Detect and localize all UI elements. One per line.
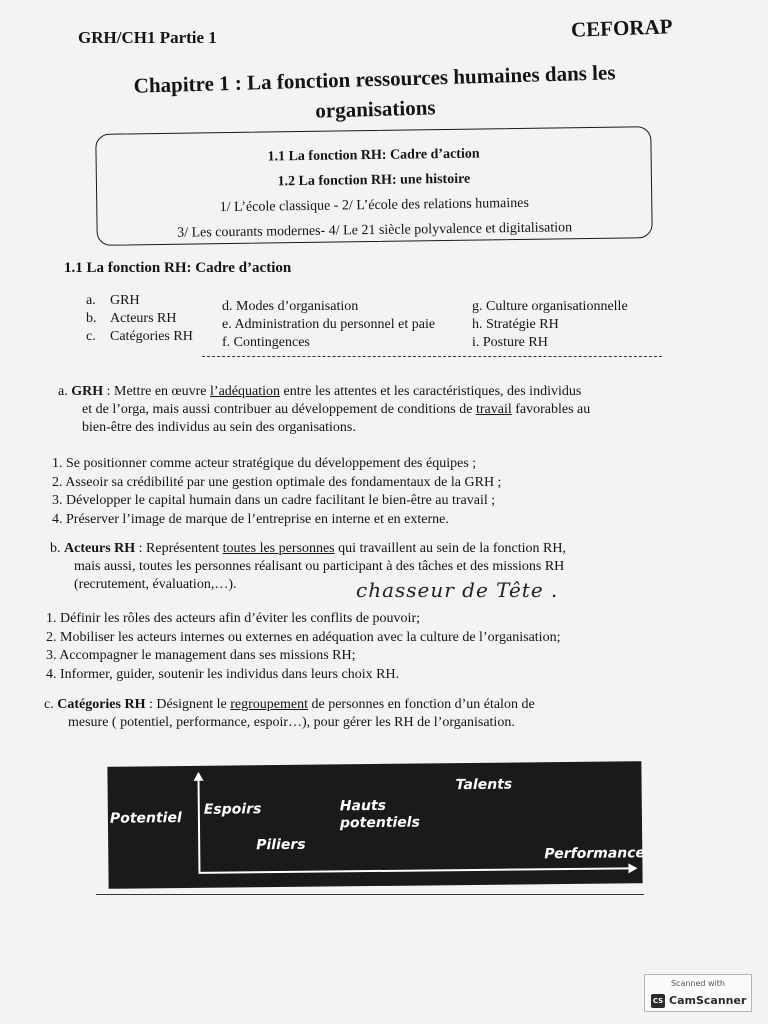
camscanner-watermark [644,974,752,1012]
category-label-espoirs: Espoirs [203,801,262,818]
acteurs-term: Acteurs RH [64,541,136,556]
categories-line-2: mesure ( potentiel, performance, espoir…), pour gérer les RH de l’organisation. [68,715,515,730]
topic-item: f. Contingences [222,335,310,350]
categories-term: Catégories RH [57,697,146,712]
topic-item: i. Posture RH [472,335,548,350]
camscanner-logo-icon: CS [651,994,665,1008]
topic-marker: a. [86,293,96,308]
category-label-talents: Talents [455,776,513,794]
topic-label: Acteurs RH [110,311,177,326]
categories-marker: c. [44,697,54,712]
chapter-title-line-2: organisations [315,95,436,123]
grh-text: favorables au [511,402,591,417]
categories-underlined-term: regroupement [230,697,308,712]
topic-item: h. Stratégie RH [472,317,559,332]
watermark-caption: Scanned with [670,979,726,988]
grh-objectives-list [52,455,652,529]
course-code: GRH/CH1 Partie 1 [78,28,217,47]
list-item: 3. Accompagner le management dans ses missions RH; [46,648,356,663]
chapter-title [89,56,660,132]
topic-marker: b. [86,311,97,326]
grh-underlined-term: l’adéquation [210,384,281,399]
grh-marker: a. [58,384,68,399]
acteurs-line-3: (recrutement, évaluation,…). [74,577,237,592]
category-label-piliers: Piliers [256,836,306,854]
toc-item: 1.2 La fonction RH: une histoire [277,171,471,190]
acteurs-underlined-term: toutes les personnes [222,541,335,556]
chapter-title-line-1: Chapitre 1 : La fonction ressources humaines dans les [133,60,616,98]
topic-item [86,310,193,328]
grh-definition [58,383,668,437]
grh-text: : Mettre en œuvre [103,384,211,399]
category-label-hauts-potentiels: Hauts potentiels [339,797,420,832]
grh-text: entre les attentes et les caractéristiques, des individus [280,384,582,399]
acteurs-marker: b. [50,541,61,556]
topic-item: e. Administration du personnel et paie [222,317,436,332]
topic-item: g. Culture organisationnelle [472,299,628,314]
topic-column-2 [222,298,435,352]
categories-text: de personnes en fonction d’un étalon de [308,697,535,712]
table-of-contents-box [95,126,653,246]
topic-item: d. Modes d’organisation [222,299,359,314]
list-item: 2. Mobiliser les acteurs internes ou externes en adéquation avec la culture de l’organisation; [46,629,561,645]
topic-label: GRH [110,293,140,308]
list-item: 4. Préserver l’image de marque de l’entreprise en interne et en externe. [52,511,449,527]
list-item: 2. Asseoir sa crédibilité par une gestion optimale des fondamentaux de la GRH ; [52,474,502,490]
categories-definition [44,696,664,732]
topic-label: Catégories RH [110,329,193,344]
topic-lists [86,292,666,356]
acteurs-text: : Représentent [135,541,223,556]
grh-line-3: bien-être des individus au sein des organisations. [82,420,356,435]
section-heading: 1.1 La fonction RH: Cadre d’action [64,260,292,276]
list-item: 4. Informer, guider, soutenir les individus dans leurs choix RH. [46,666,400,682]
topic-column-1 [86,292,193,346]
dashed-divider [202,356,662,357]
toc-item: 1.1 La fonction RH: Cadre d’action [267,146,480,165]
list-item: 3. Développer le capital humain dans un cadre facilitant le bien-être au travail ; [52,493,496,508]
topic-marker: c. [86,329,96,344]
acteurs-text: qui travaillent au sein de la fonction RH, [334,541,566,556]
x-axis-arrow [628,863,637,873]
institution-name: CEFORAP [570,14,673,42]
topic-item [86,328,193,346]
x-axis-label: Performance [544,845,646,863]
y-axis-line [198,780,201,872]
handwritten-note: chasseur de Tête . [356,578,559,602]
topic-item [86,292,193,310]
list-item: 1. Définir les rôles des acteurs afin d’éviter les conflits de pouvoir; [46,611,420,626]
toc-item: 3/ Les courants modernes- 4/ Le 21 siècle polyvalence et digitalisation [177,220,573,241]
divider-line [96,894,644,895]
x-axis-line [198,867,630,874]
toc-item: 1/ L’école classique - 2/ L’école des relations humaines [219,195,529,216]
potential-performance-chart [107,761,646,889]
grh-term: GRH [71,384,104,399]
topic-column-3 [472,298,628,352]
list-item: 1. Se positionner comme acteur stratégique du développement des équipes ; [52,456,477,471]
grh-underlined-term: travail [475,402,512,417]
acteurs-line-2: mais aussi, toutes les personnes réalisant ou participant à des tâches et des missions RH [74,559,565,574]
y-axis-arrow [193,772,203,781]
acteurs-missions-list [46,610,666,684]
grh-text: et de l’orga, mais aussi contribuer au développement de conditions de [82,402,476,417]
watermark-brand: CamScanner [669,994,747,1007]
y-axis-label: Potentiel [109,810,182,827]
categories-text: : Désignent le [145,697,231,712]
grh-line-2 [58,401,668,419]
